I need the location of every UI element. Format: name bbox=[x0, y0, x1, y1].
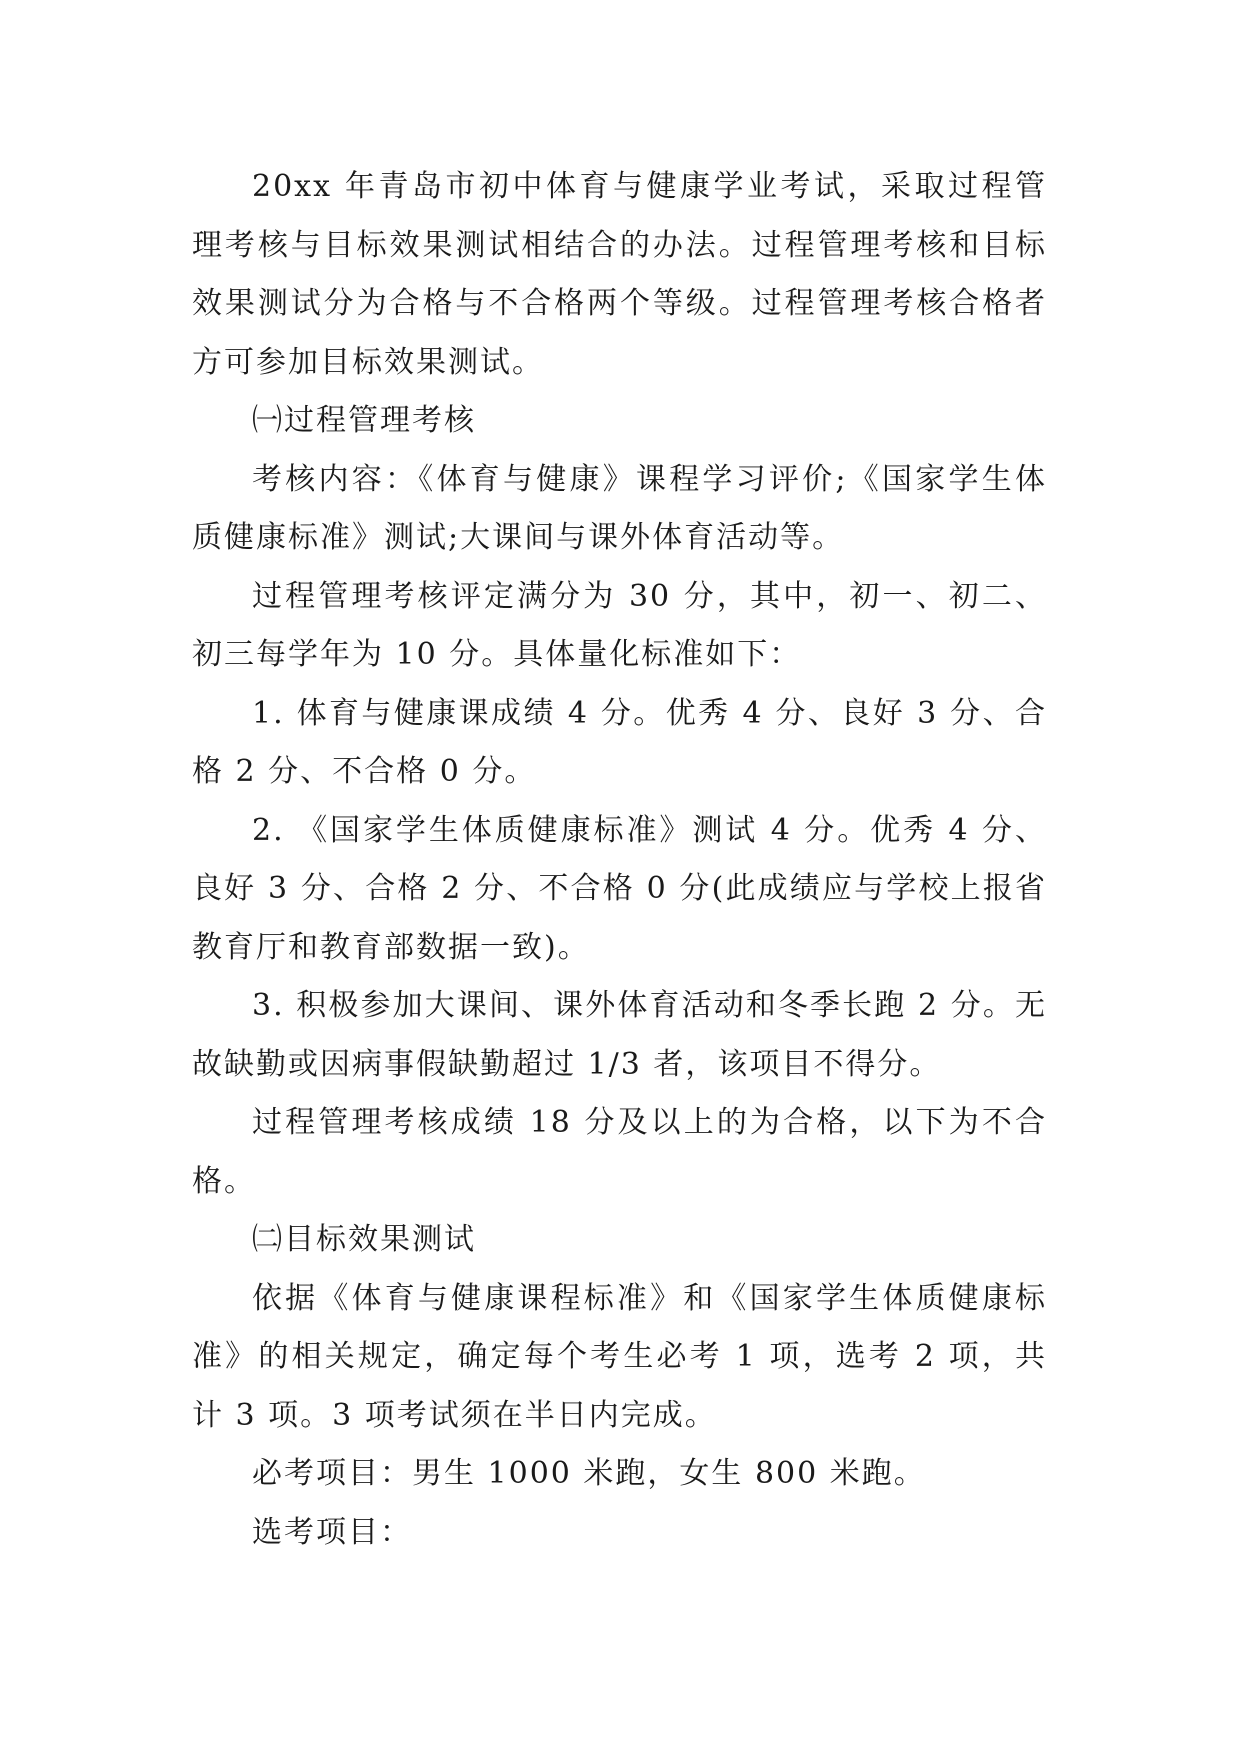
paragraph-intro: 20xx 年青岛市初中体育与健康学业考试，采取过程管理考核与目标效果测试相结合的办法。过程管理考核和目标效果测试分为合格与不合格两个等级。过程管理考核合格者方可参加目标效果测试。 bbox=[192, 169, 1047, 380]
paragraph-required-items: 必考项目：男生 1000 米跑，女生 800 米跑。 bbox=[252, 1456, 926, 1491]
list-item-fitness-standard: 2. 《国家学生体质健康标准》测试 4 分。优秀 4 分、良好 3 分、合格 2 分、不合格 0 分(此成绩应与学校上报省教育厅和教育部数据一致)。 bbox=[192, 812, 1047, 965]
section-heading-process-assessment: ㈠过程管理考核 bbox=[252, 403, 476, 438]
list-item-pe-course: 1. 体育与健康课成绩 4 分。优秀 4 分、良好 3 分、合格 2 分、不合格 0 分。 bbox=[192, 695, 1047, 789]
paragraph-optional-items: 选考项目： bbox=[252, 1514, 412, 1550]
document-body bbox=[192, 158, 1047, 1562]
list-item-activities: 3. 积极参加大课间、课外体育活动和冬季长跑 2 分。无故缺勤或因病事假缺勤超过 1/3 者，该项目不得分。 bbox=[192, 988, 1047, 1082]
section-heading-target-test: ㈡目标效果测试 bbox=[252, 1222, 476, 1257]
paragraph-assessment-content: 考核内容：《体育与健康》课程学习评价;《国家学生体质健康标准》测试;大课间与课外体育活动等。 bbox=[192, 461, 1047, 555]
paragraph-test-basis: 依据《体育与健康课程标准》和《国家学生体质健康标准》的相关规定，确定每个考生必考 1 项，选考 2 项，共计 3 项。3 项考试须在半日内完成。 bbox=[192, 1280, 1047, 1433]
paragraph-full-score: 过程管理考核评定满分为 30 分，其中，初一、初二、初三每学年为 10 分。具体量化标准如下： bbox=[192, 578, 1047, 672]
paragraph-pass-criterion: 过程管理考核成绩 18 分及以上的为合格，以下为不合格。 bbox=[192, 1105, 1047, 1199]
